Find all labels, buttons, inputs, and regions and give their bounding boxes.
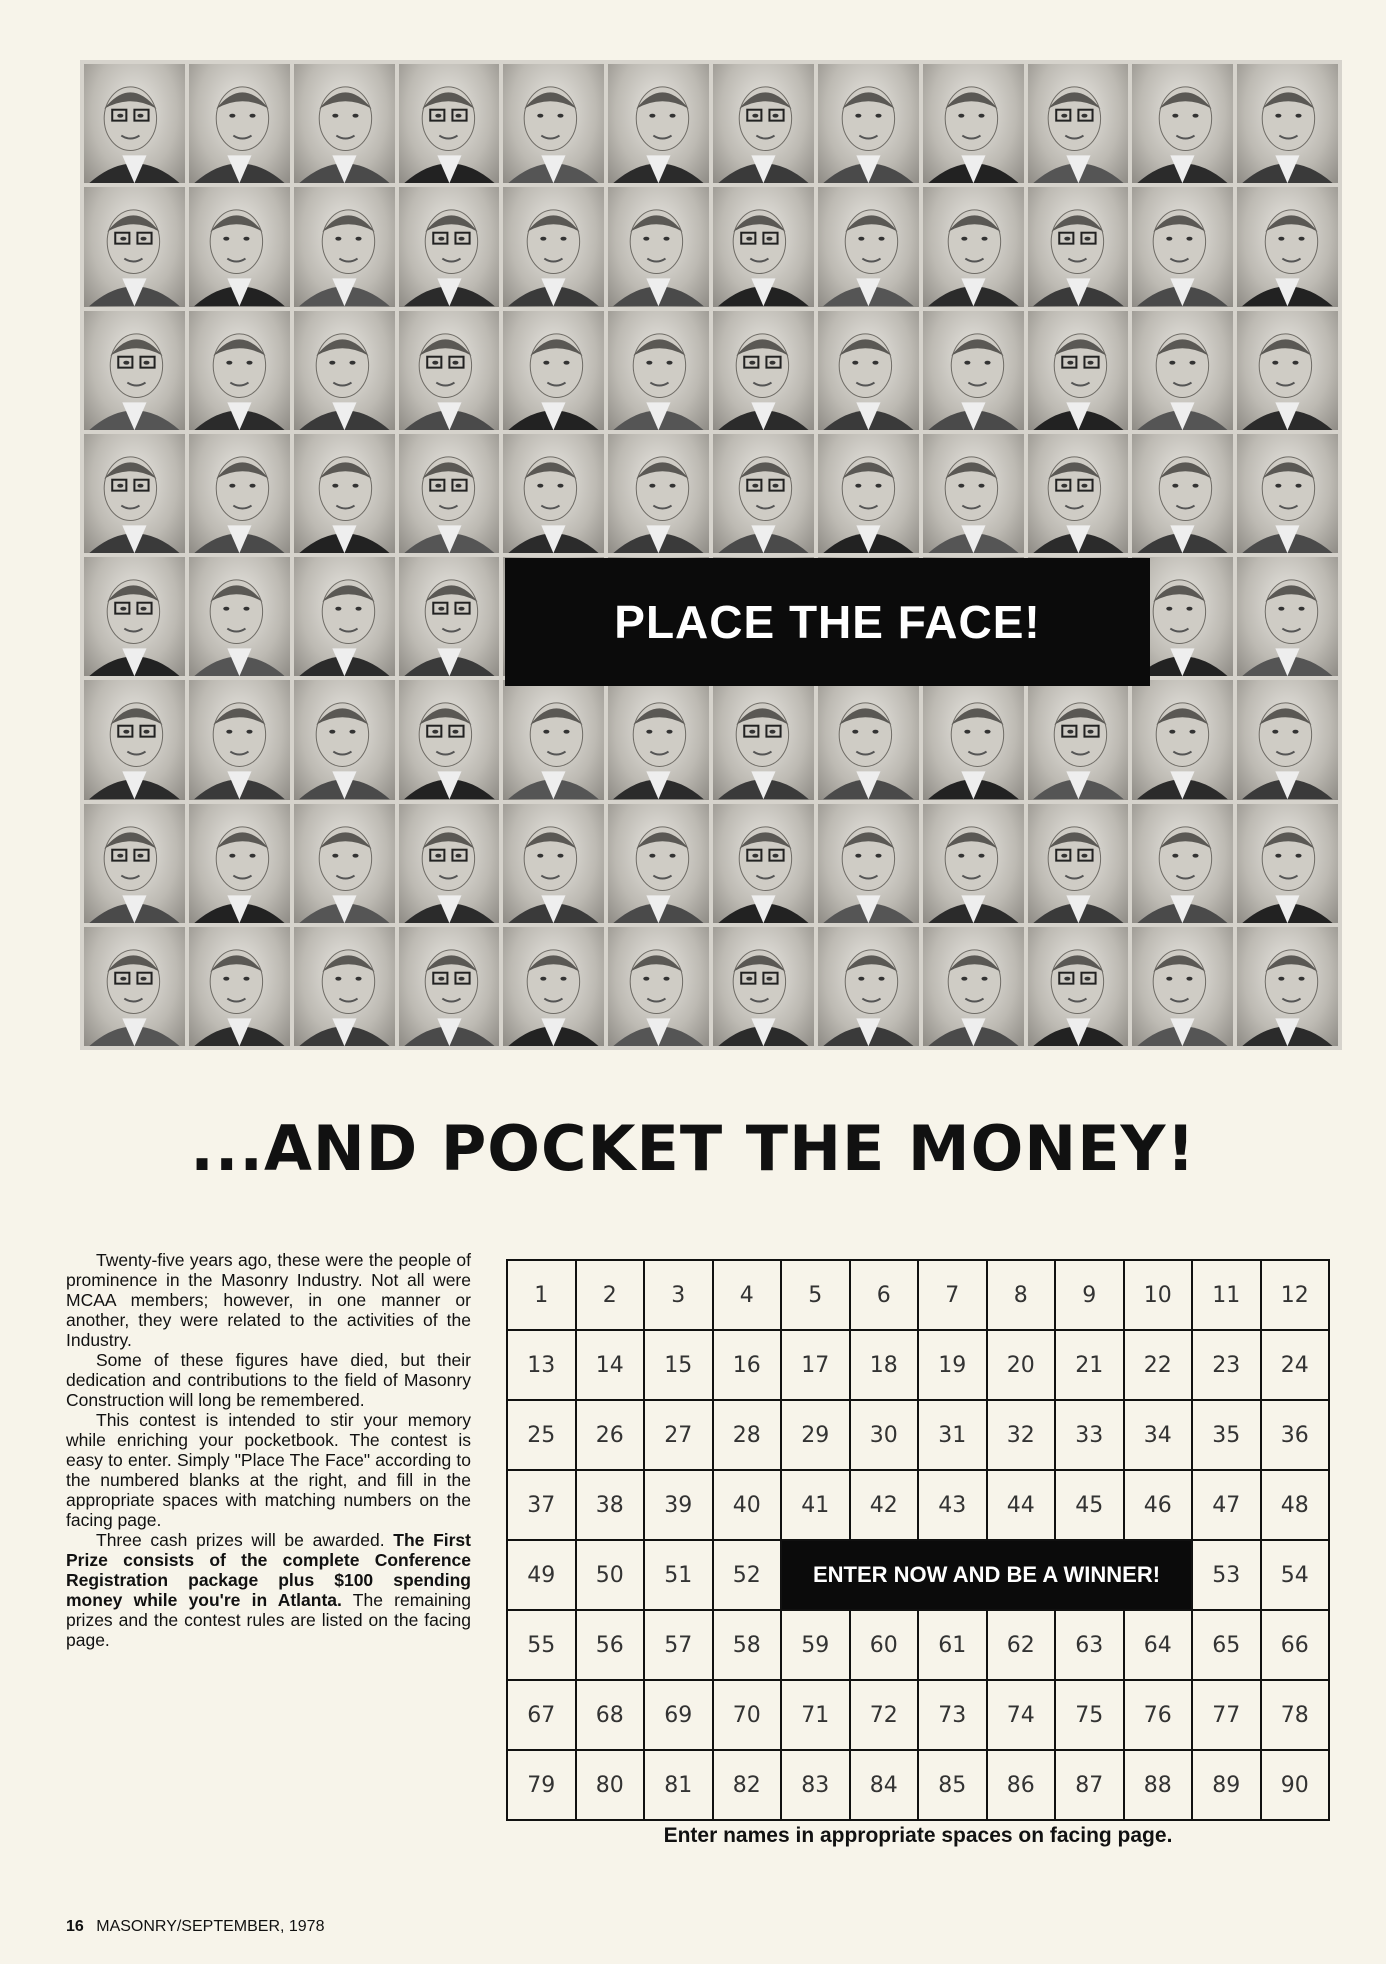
portrait-photo [399, 187, 500, 306]
portrait-photo [189, 64, 290, 183]
number-cell: 12 [1261, 1260, 1330, 1330]
portrait-photo [923, 804, 1024, 923]
portrait-photo [399, 311, 500, 430]
number-cell: 54 [1261, 1540, 1330, 1610]
number-cell: 86 [987, 1750, 1056, 1820]
number-cell: 45 [1055, 1470, 1124, 1540]
portrait-photo [84, 434, 185, 553]
table-row [507, 1330, 1329, 1400]
portrait-photo [294, 64, 395, 183]
number-cell: 19 [918, 1330, 987, 1400]
number-cell: 40 [713, 1470, 782, 1540]
number-cell: 30 [850, 1400, 919, 1470]
number-cell: 47 [1192, 1470, 1261, 1540]
number-cell: 15 [644, 1330, 713, 1400]
number-cell: 84 [850, 1750, 919, 1820]
number-cell: 69 [644, 1680, 713, 1750]
portrait-photo [84, 557, 185, 676]
publication-line: MASONRY/SEPTEMBER, 1978 [96, 1918, 325, 1935]
face-number-table [506, 1259, 1330, 1821]
portrait-photo [503, 64, 604, 183]
number-cell: 67 [507, 1680, 576, 1750]
number-cell: 59 [781, 1610, 850, 1680]
portrait-photo [818, 434, 919, 553]
portrait-photo [1237, 804, 1338, 923]
portrait-photo [84, 311, 185, 430]
number-cell: 32 [987, 1400, 1056, 1470]
number-cell: 75 [1055, 1680, 1124, 1750]
number-cell: 17 [781, 1330, 850, 1400]
number-cell: 64 [1124, 1610, 1193, 1680]
portrait-photo [399, 804, 500, 923]
portrait-photo [1132, 680, 1233, 799]
number-cell: 60 [850, 1610, 919, 1680]
portrait-photo [399, 557, 500, 676]
portrait-photo [84, 187, 185, 306]
number-cell: 11 [1192, 1260, 1261, 1330]
portrait-photo [923, 680, 1024, 799]
portrait-photo [399, 434, 500, 553]
portrait-photo [923, 927, 1024, 1046]
portrait-photo [1237, 927, 1338, 1046]
number-cell: 3 [644, 1260, 713, 1330]
portrait-photo [294, 187, 395, 306]
portrait-photo [399, 680, 500, 799]
portrait-photo [189, 804, 290, 923]
number-cell: 41 [781, 1470, 850, 1540]
table-row [507, 1260, 1329, 1330]
number-cell: 24 [1261, 1330, 1330, 1400]
portrait-photo [923, 311, 1024, 430]
number-cell: 38 [576, 1470, 645, 1540]
number-cell: 5 [781, 1260, 850, 1330]
portrait-photo [84, 804, 185, 923]
portrait-photo [713, 927, 814, 1046]
number-cell: 62 [987, 1610, 1056, 1680]
portrait-photo [608, 680, 709, 799]
number-cell: 42 [850, 1470, 919, 1540]
number-cell: 56 [576, 1610, 645, 1680]
first-prize-text: The First Prize consists of the complete Conference Registration package plus $100 spending money while you're in Atlanta. [66, 1530, 471, 1610]
number-cell: 70 [713, 1680, 782, 1750]
number-cell: 2 [576, 1260, 645, 1330]
portrait-photo [294, 927, 395, 1046]
number-cell: 10 [1124, 1260, 1193, 1330]
portrait-photo [923, 187, 1024, 306]
number-cell: 53 [1192, 1540, 1261, 1610]
intro-text [66, 1250, 471, 1650]
prize-tail: The remaining prizes and the contest rules are listed on the facing page. [66, 1590, 471, 1650]
number-cell: 21 [1055, 1330, 1124, 1400]
number-cell: 27 [644, 1400, 713, 1470]
number-cell: 61 [918, 1610, 987, 1680]
number-cell: 65 [1192, 1610, 1261, 1680]
portrait-photo [608, 64, 709, 183]
portrait-photo [713, 64, 814, 183]
portrait-photo [1132, 187, 1233, 306]
number-cell: 31 [918, 1400, 987, 1470]
number-cell: 88 [1124, 1750, 1193, 1820]
portrait-photo [818, 187, 919, 306]
prize-lead: Three cash prizes will be awarded. [96, 1530, 385, 1550]
table-row [507, 1610, 1329, 1680]
portrait-photo [84, 927, 185, 1046]
number-cell: 14 [576, 1330, 645, 1400]
number-cell: 87 [1055, 1750, 1124, 1820]
portrait-photo [503, 434, 604, 553]
number-cell: 73 [918, 1680, 987, 1750]
enter-now-banner: ENTER NOW AND BE A WINNER! [781, 1540, 1192, 1610]
number-cell: 72 [850, 1680, 919, 1750]
number-cell: 1 [507, 1260, 576, 1330]
number-cell: 46 [1124, 1470, 1193, 1540]
portrait-photo [713, 680, 814, 799]
portrait-photo [84, 680, 185, 799]
number-cell: 52 [713, 1540, 782, 1610]
portrait-photo [608, 187, 709, 306]
portrait-photo [294, 804, 395, 923]
portrait-photo [1028, 804, 1129, 923]
portrait-photo [923, 434, 1024, 553]
table-caption: Enter names in appropriate spaces on facing page. [663, 1824, 1173, 1847]
portrait-photo [1028, 311, 1129, 430]
number-cell: 68 [576, 1680, 645, 1750]
portrait-photo [1132, 804, 1233, 923]
table-row [507, 1470, 1329, 1540]
portrait-photo [1132, 64, 1233, 183]
portrait-photo [818, 927, 919, 1046]
portrait-photo [713, 434, 814, 553]
number-cell: 55 [507, 1610, 576, 1680]
number-cell: 37 [507, 1470, 576, 1540]
portrait-photo [84, 64, 185, 183]
portrait-photo [608, 927, 709, 1046]
number-cell: 83 [781, 1750, 850, 1820]
number-cell: 25 [507, 1400, 576, 1470]
number-cell: 44 [987, 1470, 1056, 1540]
number-cell: 78 [1261, 1680, 1330, 1750]
portrait-photo [818, 64, 919, 183]
portrait-photo [399, 64, 500, 183]
table-row [507, 1540, 1329, 1610]
paragraph-3: This contest is intended to stir your memory while enriching your pocketbook. The contest is easy to enter. Simply "Place The Face" according to the numbered blanks at the right, and fill in the appropriate spaces with matching numbers on the facing page. [66, 1410, 471, 1530]
number-cell: 77 [1192, 1680, 1261, 1750]
table-row [507, 1680, 1329, 1750]
portrait-photo [713, 804, 814, 923]
number-cell: 35 [1192, 1400, 1261, 1470]
number-cell: 89 [1192, 1750, 1261, 1820]
portrait-photo [503, 927, 604, 1046]
portrait-photo [399, 927, 500, 1046]
portrait-photo [1237, 680, 1338, 799]
portrait-photo [608, 804, 709, 923]
number-cell: 50 [576, 1540, 645, 1610]
number-cell: 80 [576, 1750, 645, 1820]
portrait-photo [1237, 557, 1338, 676]
number-cell: 4 [713, 1260, 782, 1330]
number-cell: 90 [1261, 1750, 1330, 1820]
paragraph-1: Twenty-five years ago, these were the people of prominence in the Masonry Industry. Not all were MCAA members; however, in one manner or another, they were related to the activities of the Industry. [66, 1250, 471, 1350]
portrait-photo [713, 187, 814, 306]
number-cell: 58 [713, 1610, 782, 1680]
portrait-photo [503, 680, 604, 799]
portrait-photo [503, 311, 604, 430]
paragraph-4 [66, 1530, 471, 1650]
portrait-photo [818, 680, 919, 799]
portrait-photo [294, 680, 395, 799]
place-the-face-banner: PLACE THE FACE! [505, 558, 1150, 686]
portrait-photo [818, 804, 919, 923]
portrait-photo [608, 311, 709, 430]
number-cell: 43 [918, 1470, 987, 1540]
number-cell: 63 [1055, 1610, 1124, 1680]
number-cell: 13 [507, 1330, 576, 1400]
number-cell: 16 [713, 1330, 782, 1400]
portrait-photo [1028, 64, 1129, 183]
number-cell: 20 [987, 1330, 1056, 1400]
number-cell: 23 [1192, 1330, 1261, 1400]
number-cell: 39 [644, 1470, 713, 1540]
portrait-photo [1237, 64, 1338, 183]
number-cell: 22 [1124, 1330, 1193, 1400]
portrait-photo [189, 680, 290, 799]
number-cell: 29 [781, 1400, 850, 1470]
portrait-photo [1237, 434, 1338, 553]
table-row [507, 1400, 1329, 1470]
number-cell: 74 [987, 1680, 1056, 1750]
paragraph-2: Some of these figures have died, but their dedication and contributions to the field of Masonry Construction will long be remembered. [66, 1350, 471, 1410]
number-cell: 18 [850, 1330, 919, 1400]
number-cell: 34 [1124, 1400, 1193, 1470]
portrait-photo [1028, 187, 1129, 306]
portrait-photo [189, 557, 290, 676]
number-cell: 85 [918, 1750, 987, 1820]
number-cell: 71 [781, 1680, 850, 1750]
portrait-photo [713, 311, 814, 430]
number-cell: 9 [1055, 1260, 1124, 1330]
portrait-photo [1028, 927, 1129, 1046]
number-cell: 36 [1261, 1400, 1330, 1470]
number-cell: 7 [918, 1260, 987, 1330]
portrait-photo [1132, 927, 1233, 1046]
table-row [507, 1750, 1329, 1820]
portrait-photo [923, 64, 1024, 183]
portrait-photo [189, 434, 290, 553]
portrait-photo [189, 311, 290, 430]
portrait-photo [189, 187, 290, 306]
portrait-photo [294, 311, 395, 430]
portrait-photo [1028, 680, 1129, 799]
number-cell: 33 [1055, 1400, 1124, 1470]
number-cell: 8 [987, 1260, 1056, 1330]
portrait-photo [1237, 311, 1338, 430]
number-cell: 51 [644, 1540, 713, 1610]
number-cell: 76 [1124, 1680, 1193, 1750]
number-cell: 49 [507, 1540, 576, 1610]
page-footer [66, 1918, 324, 1936]
number-cell: 79 [507, 1750, 576, 1820]
portrait-photo [294, 434, 395, 553]
number-cell: 66 [1261, 1610, 1330, 1680]
portrait-photo [503, 804, 604, 923]
page-number: 16 [66, 1918, 84, 1935]
number-cell: 6 [850, 1260, 919, 1330]
number-cell: 57 [644, 1610, 713, 1680]
portrait-photo [1132, 311, 1233, 430]
portrait-photo [1132, 434, 1233, 553]
headline: ...AND POCKET THE MONEY! [190, 1112, 1196, 1185]
number-cell: 81 [644, 1750, 713, 1820]
portrait-photo [503, 187, 604, 306]
number-cell: 26 [576, 1400, 645, 1470]
portrait-grid [80, 60, 1342, 1050]
portrait-photo [189, 927, 290, 1046]
number-cell: 28 [713, 1400, 782, 1470]
portrait-photo [818, 311, 919, 430]
portrait-photo [1028, 434, 1129, 553]
number-cell: 82 [713, 1750, 782, 1820]
portrait-photo [1237, 187, 1338, 306]
portrait-photo [608, 434, 709, 553]
number-cell: 48 [1261, 1470, 1330, 1540]
portrait-photo [294, 557, 395, 676]
